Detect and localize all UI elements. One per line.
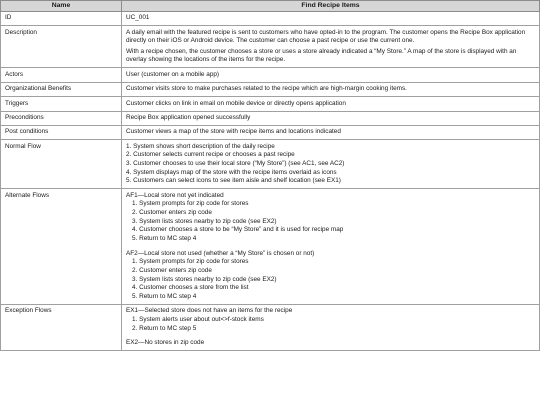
row-value: User (customer on a mobile app): [122, 68, 540, 82]
flow-step: 2. Return to MC step 5: [132, 324, 197, 332]
row-triggers: [1, 97, 540, 111]
row-value: Customer visits store to make purchases related to the recipe which are high-margin cooking items.: [122, 82, 540, 96]
description-paragraph: With a recipe chosen, the customer chooses a store or uses a store already indicated a “My Store.” A map of the store is displayed with an overlay showing the locations of the items for the recipe.: [126, 47, 517, 64]
row-preconditions: [1, 111, 540, 125]
row-normal-flow: [1, 140, 540, 189]
flow-step: 3. System lists stores nearby to zip code (see EX2): [132, 217, 277, 225]
flow-step: 4. System displays map of the store with the recipe items overlaid as icons: [126, 168, 337, 176]
row-postconditions: [1, 125, 540, 139]
row-value: [122, 140, 540, 189]
header-row: [1, 1, 540, 12]
row-exception-flows: [1, 304, 540, 350]
flow-step: 5. Return to MC step 4: [132, 234, 197, 242]
row-alternate-flows: [1, 189, 540, 304]
description-paragraph: A daily email with the featured recipe is sent to customers who have opted-in to the program. The customer opens the Recipe Box application directly on their iOS or Android device. The customer can choose a past recipe or use the current one.: [126, 28, 526, 45]
row-value: [122, 26, 540, 68]
row-label: Triggers: [1, 97, 122, 111]
flow-step: 1. System prompts for zip code for stores: [132, 200, 249, 208]
flow-group-title: AF2—Local store not used (whether a “My Store” is chosen or not): [126, 249, 315, 257]
flow-step: 1. System alerts user about out<>f-stock items: [132, 315, 264, 323]
row-label: Alternate Flows: [1, 189, 122, 304]
row-id: [1, 12, 540, 26]
row-label: Preconditions: [1, 111, 122, 125]
flow-step: 2. Customer enters zip code: [132, 266, 212, 274]
flow-group-title: EX1—Selected store does not have an items for the recipe: [126, 307, 293, 315]
flow-group-title: AF1—Local store not yet indicated: [126, 191, 224, 199]
header-title: Find Recipe Items: [122, 1, 540, 12]
flow-step: 3. System lists stores nearby to zip code (see EX2): [132, 275, 277, 283]
flow-step: 3. Customer chooses to use their local store (“My Store”) (see AC1, see AC2): [126, 160, 345, 168]
flow-step: 2. Customer enters zip code: [132, 209, 212, 217]
row-value: Recipe Box application opened successfully: [122, 111, 540, 125]
row-label: Description: [1, 26, 122, 68]
row-label: Post conditions: [1, 125, 122, 139]
row-value: Customer views a map of the store with recipe items and locations indicated: [122, 125, 540, 139]
row-actors: [1, 68, 540, 82]
row-value: [122, 189, 540, 304]
row-value: [122, 304, 540, 350]
flow-step: 1. System prompts for zip code for stores: [132, 258, 249, 266]
flow-step: 2. Customer selects current recipe or chooses a past recipe: [126, 151, 295, 159]
flow-step: 1. System shows short description of the daily recipe: [126, 142, 275, 150]
flow-step: 4. Customer chooses a store to be “My Store” and it is used for recipe map: [132, 226, 344, 234]
row-label: Normal Flow: [1, 140, 122, 189]
row-benefits: [1, 82, 540, 96]
flow-step: 4. Customer chooses a store from the list: [132, 284, 249, 292]
row-label: Exception Flows: [1, 304, 122, 350]
row-value: Customer clicks on link in email on mobile device or directly opens application: [122, 97, 540, 111]
row-description: [1, 26, 540, 68]
flow-group-title: EX2—No stores in zip code: [126, 339, 205, 347]
row-label: Actors: [1, 68, 122, 82]
row-value: UC_001: [122, 12, 540, 26]
row-label: ID: [1, 12, 122, 26]
row-label: Organizational Benefits: [1, 82, 122, 96]
flow-step: 5. Customers can select icons to see item aisle and shelf location (see EX1): [126, 177, 341, 185]
header-name: Name: [1, 1, 122, 12]
flow-step: 5. Return to MC step 4: [132, 292, 197, 300]
